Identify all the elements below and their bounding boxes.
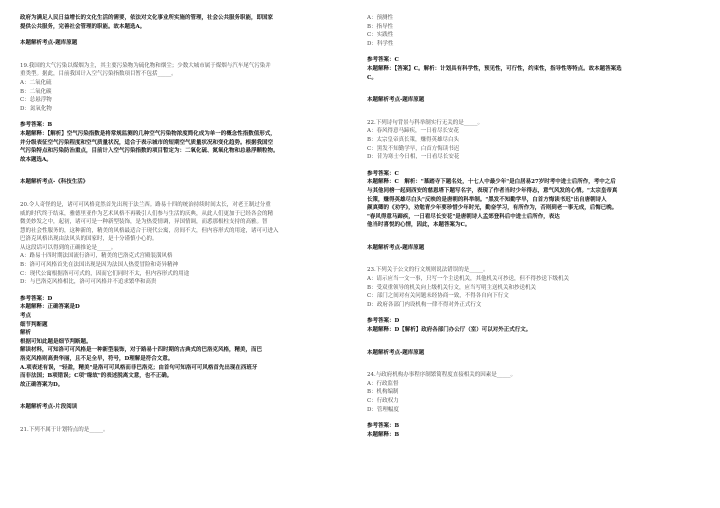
left-text-line: 本题解释：正确答案是D: [20, 304, 80, 311]
left-text-line: 慧的社会性服务的，这种新的，精美的风格最适合于现代公寓，房间不大，但内容形式的用途，诸可可进入: [20, 227, 279, 234]
spacer: [20, 48, 355, 62]
right-text-line: B：太宗皇帝真长策，赚得英雄尽白头: [367, 136, 460, 143]
spacer: [367, 357, 702, 371]
right-text-line: 他当时喜悦的心情，因此，本题答案为C。: [367, 222, 471, 229]
right-text-line: 22.下列诗句背景与科举制实行无关的是_____。: [367, 119, 483, 126]
left-text-line: 本题解析考点-题库原题: [20, 40, 78, 47]
left-text-line: 解读材料，可知洛可可风格是一种新型装饰，对于路易十四时期的古典式的巴洛克风格，精美，而巴: [20, 347, 263, 354]
spacer: [367, 162, 702, 170]
spacer: [367, 105, 702, 119]
left-text-line: 而非法国；B项错误；C项"缘故"的表述脱离文意，也不正确。: [20, 373, 173, 380]
left-text-line: 提供公共服务，完善社会管理的职能。故本题选A。: [20, 23, 146, 30]
right-text-line: C：实践性: [367, 32, 394, 39]
left-text-line: 本题解析考点-《科技生活》: [20, 179, 89, 186]
right-text-line: 参考答案：D: [367, 318, 400, 325]
left-text-line: B：二氧化碳: [20, 88, 52, 95]
right-text-line: B：受双重领导的机关向上级机关行文，应当写明主送机关和抄送机关: [367, 284, 537, 291]
left-text-line: 本题解析考点-片段阅读: [20, 404, 78, 411]
spacer: [20, 187, 355, 201]
left-text-line: 参考答案：B: [20, 122, 53, 129]
spacer: [20, 412, 355, 426]
left-text-line: C：现代公寓根据洛可可式的，因而它们同时不太，但内容形式的用途: [20, 270, 190, 277]
left-text-line: D：氮氧化物: [20, 105, 52, 112]
right-text-line: 本题解释：D【解析】政府各部门办公厅（室）可以对外正式行文。: [367, 327, 532, 334]
spacer: [20, 287, 355, 295]
right-text-line: B：机构编制: [367, 389, 399, 396]
left-text-line: 气污染特点和污染防治重点，目前计入空气污染指数的项目暂定为：二氧化硫、氮氧化物和总悬浮颗粒物。: [20, 148, 279, 155]
left-text-line: 19.我国的大气污染以煤烟为主，其主要污染物为硫化物和烟尘；少数大城市属于煤烟与汽车尾气污染并: [20, 62, 271, 69]
right-text-line: 本题解析考点-题库原题: [367, 244, 425, 251]
right-text-line: D：政府各部门内设机构一律不得对外正式行文: [367, 301, 482, 308]
right-text-line: 本题解析考点-题库原题: [367, 97, 425, 104]
left-text-line: 故本题选A。: [20, 156, 52, 163]
left-text-line: 参考答案：D: [20, 295, 53, 302]
spacer: [367, 414, 702, 422]
left-text-line: A.项表述有误，"轻盈，精美"是洛可可风格而非巴洛克；由首句可知洛可可风格首先出现在西班牙: [20, 364, 258, 371]
right-text-line: 参考答案：C: [367, 170, 399, 177]
left-text-line: 本题解释：【解析】空气污染指数是将常规监测的几种空气污染物浓度简化成为单一的概念性指数值形式，: [20, 130, 276, 137]
right-text-line: 与其他同榜一起到西安的慈恩塔下题写名字，表现了作者当时少年得志，意气风发的心情。"太宗皇帝真: [367, 187, 618, 194]
right-text-line: 本题解释：C 解析："慕踏寺下题名处，十七人中最少年"是白居易27岁时考中进士后所作，考中之后: [367, 179, 616, 186]
spacer: [367, 335, 702, 349]
right-text-line: 颜真卿的《劝学》，劝勉青少年要珍惜少年时光，勤奋学习，有所作为，否则到老一事无成，后悔已晚。: [367, 205, 618, 212]
right-text-line: 本题解释：B: [367, 431, 400, 438]
left-text-line: 20.令人奇怪的是，诸可可风格竟然首先出现于法兰西。路易十四的统治持续时间太长，对老王制过分重: [20, 201, 271, 208]
left-text-line: 威的时代终于结束，雅德里亚作为艺术风格不再吸引人们参与生活的庆典，从此人们更加于已经各会的精: [20, 210, 274, 217]
right-text-line: C：部门之间对有关问题未经协商一致，不得各自向下行文: [367, 293, 509, 300]
left-text-line: 根据可知此题是细节判断题。: [20, 338, 92, 345]
right-text-line: 本题解析考点-题库原题: [367, 349, 425, 356]
right-text-line: D：管理幅度: [367, 406, 399, 413]
right-text-line: C。: [367, 74, 377, 81]
left-text-line: 考点: [20, 313, 32, 320]
left-text-line: A：二氧化硫: [20, 79, 52, 86]
left-text-line: 并分级表征空气污染程度和空气质量状况，适合于表示城市的短期空气质量状况和变化趋势。根据我国空: [20, 139, 274, 146]
left-text-line: 细节判断题: [20, 321, 48, 328]
right-text-line: B：指导性: [367, 23, 394, 30]
spacer: [20, 113, 355, 121]
left-text-line: 21.下列不属于计划特点的是_____。: [20, 426, 109, 433]
left-text-line: 从这段话可以得到的正确推论是_____。: [20, 244, 117, 251]
right-text-line: D：科学性: [367, 40, 394, 47]
right-text-line: A：春风得意马蹄疾，一日看尽长安花: [367, 128, 459, 135]
left-text-line: 洛克风格则高贵华丽，且不足全早，符号，D理解是符合文意。: [20, 356, 174, 362]
right-text-line: D：昔为寒士今日相，一日看尽长安花: [367, 154, 460, 161]
spacer: [367, 230, 702, 244]
spacer: [20, 164, 355, 178]
left-text-line: A：路易十四时期法国流行洛可，精美的巴洛克式宫殿装潢风格: [20, 253, 173, 260]
left-text-line: 微美妙发之中，起初，诸可可是一种新型装饰，是为热爱情调，异国情调，而悉那根柱支持的高雅。智: [20, 219, 268, 226]
left-column: [20, 14, 355, 435]
right-text-line: "春风得意马蹄疾，一日看尽长安花"是唐朝诗人孟郊登科后中进士后所作，表达: [367, 213, 560, 220]
left-text-line: 故正确答案为D。: [20, 381, 64, 388]
right-column: [367, 14, 702, 439]
right-text-line: 24.与政府机构办事程序制繁简程度直接相关的因素是_____。: [367, 372, 516, 379]
left-text-line: D：与巴洛克风格相比，洛可可风格并不追求繁华和高贵: [20, 279, 157, 286]
right-text-line: 参考答案：B: [367, 423, 400, 430]
spacer: [367, 252, 702, 266]
right-text-line: C：黑发不知勤学早，白首方悔读书迟: [367, 145, 460, 152]
spacer: [367, 48, 702, 56]
spacer: [367, 82, 702, 96]
left-text-line: 解析: [20, 330, 32, 337]
right-text-line: A：请示应当一文一事，只写一个主送机关，其他机关可抄送，但不得抄送下级机关: [367, 276, 569, 283]
spacer: [367, 309, 702, 317]
right-text-line: A：预测性: [367, 15, 393, 21]
left-text-line: B：洛可可风格首先在法国出现是因为法国人热爱冒险和奇异精神: [20, 262, 179, 269]
right-text-line: 参考答案：C: [367, 57, 399, 64]
left-text-line: C：总悬浮物: [20, 97, 52, 104]
right-text-line: 23.下列关于公文的行文规则说法错误的是_____。: [367, 267, 489, 274]
left-text-line: 政府为满足人民日益增长的文化生活的需要，依法对文化事业所实施的管理，社会公共服务职能，即国家: [20, 15, 274, 21]
spacer: [20, 389, 355, 403]
left-text-line: 巴洛克风格出现由法风头的国家时，是十分谨慎小心的。: [20, 236, 158, 243]
spacer: [20, 31, 355, 39]
right-text-line: C：行政权力: [367, 398, 399, 404]
right-text-line: 本题解释：【答案】C。解析：计划具有科学性，预见性，可行性，约束性，指导性等特点。故本题答案选: [367, 65, 622, 72]
right-text-line: A：行政监督: [367, 380, 399, 387]
left-text-line: 重类型。据此，目前我国计入空气污染指数项目暂不包括_____。: [20, 71, 177, 78]
right-text-line: 长策，赚得英雄尽白头"反映的是唐朝的科举制。"黑发不知勤学早，白首方悔读书迟"出自唐朝诗人: [367, 196, 607, 203]
